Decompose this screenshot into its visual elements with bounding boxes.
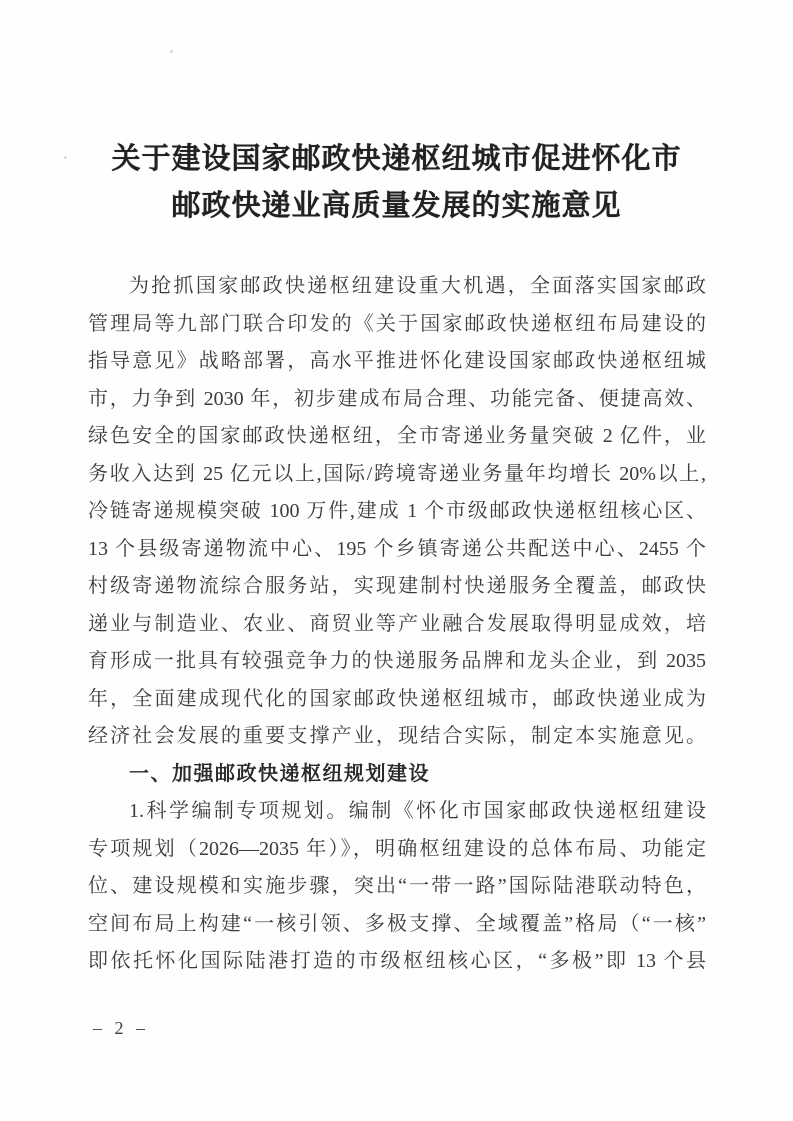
body-line: 管理局等九部门联合印发的《关于国家邮政快递枢纽布局建设的 (88, 312, 706, 335)
scan-speck (170, 50, 173, 53)
body-line: 指导意见》战略部署，高水平推进怀化建设国家邮政快递枢纽城 (88, 350, 706, 372)
document-body (88, 268, 706, 981)
body-line: 年，全面建成现代化的国家邮政快递枢纽城市，邮政快递业成为 (88, 687, 706, 710)
body-line: 冷链寄递规模突破 100 万件,建成 1 个市级邮政快递枢纽核心区、 (88, 500, 706, 522)
body-line: 即依托怀化国际陆港打造的市级枢纽核心区，“多极”即 13 个县 (88, 950, 706, 972)
body-line: 空间布局上构建“一核引领、多极支撑、全域覆盖”格局（“一核” (88, 912, 706, 935)
document-title-line-2: 邮政快递业高质量发展的实施意见 (171, 190, 622, 222)
body-line: 绿色安全的国家邮政快递枢纽，全市寄递业务量突破 2 亿件，业 (88, 425, 706, 447)
page-number: – 2 – (93, 1018, 149, 1038)
body-line: 递业与制造业、农业、商贸业等产业融合发展取得明显成效，培 (88, 612, 706, 635)
body-line: 市，力争到 2030 年，初步建成布局合理、功能完备、便捷高效、 (88, 387, 706, 410)
body-line: 务收入达到 25 亿元以上,国际/跨境寄递业务量年均增长 20%以上, (88, 462, 706, 485)
body-line: 为抢抓国家邮政快递枢纽建设重大机遇，全面落实国家邮政 (129, 275, 706, 297)
body-line: 位、建设规模和实施步骤，突出“一带一路”国际陆港联动特色， (88, 875, 706, 897)
section-heading-1: 一、加强邮政快递枢纽规划建设 (129, 762, 430, 785)
document-title (0, 136, 793, 230)
document-title-line-1: 关于建设国家邮政快递枢纽城市促进怀化市 (111, 143, 682, 175)
body-line: 村级寄递物流综合服务站，实现建制村快递服务全覆盖，邮政快 (88, 575, 706, 597)
body-line: 1.科学编制专项规划。编制《怀化市国家邮政快递枢纽建设 (129, 800, 706, 822)
body-line: 专项规划（2026—2035 年）》，明确枢纽建设的总体布局、功能定 (88, 837, 706, 860)
body-line: 经济社会发展的重要支撑产业，现结合实际，制定本实施意见。 (88, 725, 706, 747)
body-line: 育形成一批具有较强竞争力的快递服务品牌和龙头企业，到 2035 (88, 650, 706, 672)
body-line: 13 个县级寄递物流中心、195 个乡镇寄递公共配送中心、2455 个 (88, 537, 706, 560)
